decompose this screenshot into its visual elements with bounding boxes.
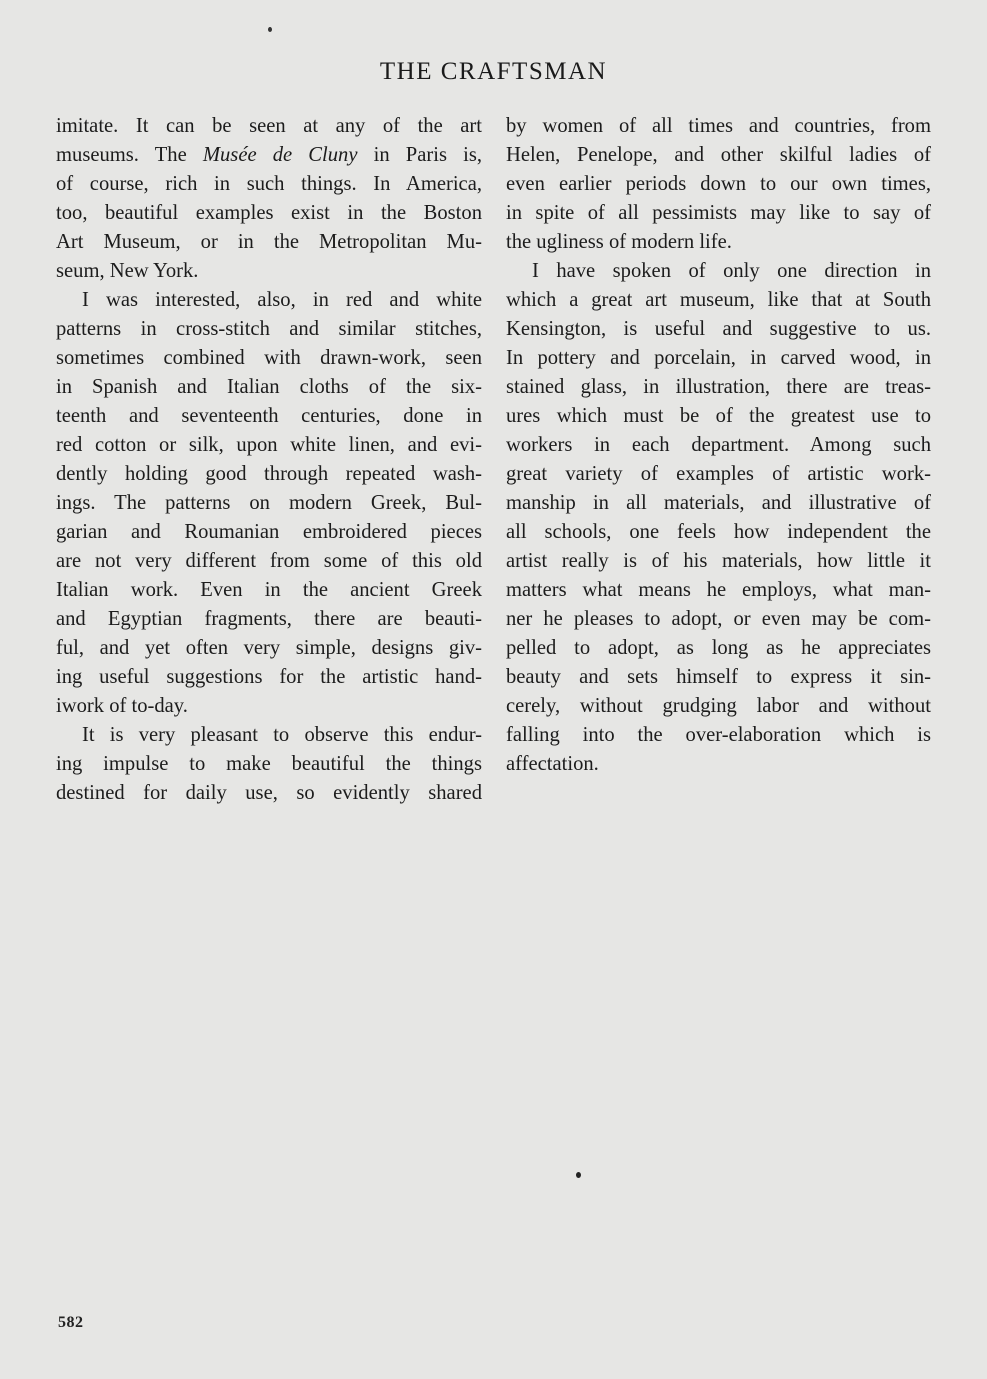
text-line [506, 315, 931, 344]
text-line [56, 228, 482, 257]
running-title: THE CRAFTSMAN [379, 58, 608, 85]
text-line [56, 373, 482, 402]
text-segment: teenth and seventeenth centuries, done in [56, 405, 482, 427]
text-segment: which a great art museum, like that at South [506, 289, 931, 311]
text-line [56, 750, 482, 779]
text-line [56, 344, 482, 373]
text-segment: In pottery and porcelain, in carved wood, in [506, 347, 931, 369]
text-line [56, 779, 482, 808]
text-segment: too, beautiful examples exist in the Boston [56, 202, 482, 224]
text-segment: affectation. [506, 753, 599, 775]
text-line [56, 576, 482, 605]
text-line [506, 402, 931, 431]
text-segment: artist really is of his materials, how little it [506, 550, 931, 572]
text-segment: the ugliness of modern life. [506, 231, 732, 253]
ink-dot [268, 27, 272, 32]
page-number: 582 [58, 1314, 84, 1331]
text-line [506, 431, 931, 460]
text-segment: garian and Roumanian embroidered pieces [56, 521, 482, 543]
text-segment: and Egyptian fragments, there are beauti- [56, 608, 482, 630]
text-segment: great variety of examples of artistic work- [506, 463, 931, 485]
text-segment: of course, rich in such things. In America, [56, 173, 482, 195]
text-line [506, 344, 931, 373]
text-line [56, 634, 482, 663]
text-segment: destined for daily use, so evidently shared [56, 782, 482, 804]
text-segment: ing useful suggestions for the artistic hand- [56, 666, 482, 688]
text-line [56, 663, 482, 692]
text-segment: all schools, one feels how independent the [506, 521, 931, 543]
text-segment: museums. The [56, 144, 203, 166]
text-segment: workers in each department. Among such [506, 434, 931, 456]
text-segment: pelled to adopt, as long as he appreciates [506, 637, 931, 659]
text-line [506, 199, 931, 228]
text-segment: imitate. It can be seen at any of the art [56, 115, 482, 137]
text-line [56, 489, 482, 518]
text-line [506, 547, 931, 576]
text-segment: in Paris is, [357, 144, 482, 166]
text-line [56, 199, 482, 228]
text-segment: beauty and sets himself to express it sin- [506, 666, 931, 688]
text-segment: ner he pleases to adopt, or even may be com- [506, 608, 931, 630]
text-segment: ful, and yet often very simple, designs giv- [56, 637, 482, 659]
text-line [506, 692, 931, 721]
text-segment: are not very different from some of this old [56, 550, 482, 572]
text-segment: I have spoken of only one direction in [532, 260, 931, 282]
text-segment: in Spanish and Italian cloths of the six- [56, 376, 482, 398]
text-segment: It is very pleasant to observe this endur- [82, 724, 482, 746]
text-segment: falling into the over-elaboration which is [506, 724, 931, 746]
text-line [56, 141, 482, 170]
text-segment: seum, New York. [56, 260, 199, 282]
text-line [506, 373, 931, 402]
text-line [506, 228, 931, 257]
text-line [56, 315, 482, 344]
italic-title: Musée de Cluny [202, 144, 358, 166]
text-segment: Kensington, is useful and suggestive to us. [506, 318, 931, 340]
text-line [56, 605, 482, 634]
text-line [56, 170, 482, 199]
text-line [506, 721, 931, 750]
text-line [56, 692, 482, 721]
text-line [506, 634, 931, 663]
text-segment: patterns in cross-stitch and similar stitches, [56, 318, 482, 340]
text-segment: Art Museum, or in the Metropolitan Mu- [56, 231, 482, 253]
text-line [56, 460, 482, 489]
text-line [506, 112, 931, 141]
text-line [506, 663, 931, 692]
text-segment: sometimes combined with drawn-work, seen [56, 347, 482, 369]
text-line [506, 460, 931, 489]
text-segment: ures which must be of the greatest use to [506, 405, 931, 427]
text-line [506, 170, 931, 199]
text-segment: I was interested, also, in red and white [82, 289, 482, 311]
text-segment: matters what means he employs, what man- [506, 579, 931, 601]
text-line [56, 431, 482, 460]
text-line [506, 605, 931, 634]
text-segment: iwork of to-day. [56, 695, 188, 717]
text-line [506, 489, 931, 518]
text-line [56, 112, 482, 141]
text-line [506, 286, 931, 315]
text-line [56, 257, 482, 286]
text-line [506, 576, 931, 605]
text-segment: even earlier periods down to our own times, [506, 173, 931, 195]
text-line [56, 286, 482, 315]
left-text-column [56, 112, 482, 808]
text-segment: dently holding good through repeated wash- [56, 463, 482, 485]
text-line [506, 257, 931, 286]
right-text-column [506, 112, 931, 779]
text-segment: Italian work. Even in the ancient Greek [56, 579, 482, 601]
text-segment: manship in all materials, and illustrative of [506, 492, 931, 514]
text-line [56, 518, 482, 547]
text-line [506, 518, 931, 547]
text-segment: ings. The patterns on modern Greek, Bul- [56, 492, 482, 514]
text-segment: Helen, Penelope, and other skilful ladies of [506, 144, 931, 166]
text-segment: red cotton or silk, upon white linen, and evi- [56, 434, 482, 456]
text-line [56, 402, 482, 431]
text-line [506, 141, 931, 170]
text-line [56, 547, 482, 576]
text-segment: by women of all times and countries, from [506, 115, 931, 137]
ink-smudge [576, 1172, 581, 1178]
text-line [56, 721, 482, 750]
text-line [506, 750, 931, 779]
text-segment: cerely, without grudging labor and without [506, 695, 931, 717]
text-segment: ing impulse to make beautiful the things [56, 753, 482, 775]
text-segment: stained glass, in illustration, there are treas- [506, 376, 931, 398]
text-segment: in spite of all pessimists may like to say of [506, 202, 931, 224]
